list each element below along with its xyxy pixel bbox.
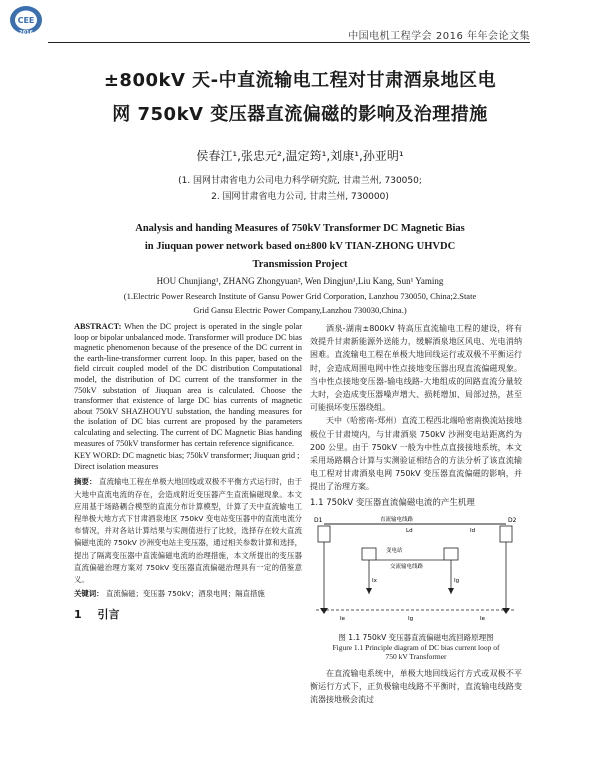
subsection-1-1-heading: 1.1 750kV 变压器直流偏磁电流的产生机理	[310, 497, 475, 508]
ground-symbol-left	[320, 608, 328, 614]
left-column	[74, 322, 302, 762]
affiliation-cn-1: (1. 国网甘肃省电力公司电力科学研究院, 甘肃兰州, 730050;	[178, 176, 422, 186]
keywords-cn-label: 关键词：	[74, 589, 104, 599]
title-cn-line1: ±800kV 天-中直流输电工程对甘肃酒泉地区电	[103, 70, 497, 91]
header-rule	[48, 42, 530, 43]
figure-caption-en-1: Figure 1.1 Principle diagram of DC bias current loop of	[332, 642, 500, 652]
label-dc-line: 直流输电线路	[380, 516, 414, 523]
ground-symbol-right	[502, 608, 510, 614]
label-ig1: Ig	[408, 615, 414, 622]
label-ig2: Ig	[454, 577, 460, 584]
intro-paragraph-2: 天中（哈密南-郑州）直流工程西北端哈密南换流站接地极位于甘肃境内，与甘肃酒泉 750kV 沙洲变电站距离约为 200 公里。由于 750kV 一般为中性点直接接地系统，本文采用场路耦合计算与实测验证相结合的方法分析了该直流输电工程对甘肃酒泉电网 750kV 变压器直流偏磁的影响，并提出了治理方案。	[310, 416, 522, 492]
transformer-1	[362, 548, 376, 560]
abstract-en	[74, 322, 302, 449]
keywords-en-text: DC magnetic bias; 750kV transformer; Jiuquan grid ; Direct isolation measures	[74, 451, 300, 471]
label-d2: D2	[508, 516, 517, 524]
title-en-line1: Analysis and handing Measures of 750kV Transformer DC Magnetic Bias	[135, 223, 465, 234]
logo-year: 2016	[19, 30, 33, 36]
section-1-title: 引言	[97, 608, 120, 622]
section-1-number: 1	[74, 608, 82, 622]
intro-paragraph-3: 在直流输电系统中，单极大地回线运行方式或双极不平衡运行方式下，正负极输电线路不平衡时，直流输电线路变流器接地极会流过	[310, 668, 522, 705]
affiliation-cn-2: 2. 国网甘肃省电力公司, 甘肃兰州, 730000)	[211, 192, 389, 202]
abstract-en-text: When the DC project is operated in the single polar loop or bipolar unbalanced mode. Transformer will produce DC bias magnetic phenomenon because of the presence of the DC current in the earth-line-transformer current loop. In this paper, based on the field circuit coupled model of the DC distribution Computational model, the distribution of DC current of the transformer in the 750kV substation of Jiuquan area is calculated. Choose the transformer that existence of large DC bias currents of magnetic about 750kV SHAZHOUYU substation, the handing measures for the isolation of DC bias current are proposed by the parameters calculating and selecting. The current of DC Magnetic Bias handing measures of 750kV transformer has certain reference significance.	[74, 322, 302, 448]
keywords-en-label: KEY WORD:	[74, 451, 121, 461]
figure-caption-cn: 图 1.1 750kV 变压器直流偏磁电流回路原理图	[338, 632, 494, 642]
right-column	[310, 322, 522, 762]
title-en-line3: Transmission Project	[252, 259, 348, 270]
intro-paragraph-1: 酒泉-湖南±800kV 特高压直流输电工程的建设，将有效提升甘肃新能源外送能力，缓解酒泉地区风电、光电消纳困难。直流输电工程在单极大地回线运行或双极不平衡运行时，会造成周围电网中性点接地变压器出现直流偏磁现象。当中性点接地变压器-输电线路-大地组成的回路直流分量较大时，会造成变压器噪声增大、损耗增加、局部过热，甚至可能损坏变压器绕组。	[310, 324, 522, 413]
label-ld: Ld	[406, 527, 413, 534]
section-1-heading	[74, 606, 302, 622]
title-en-line2: in Jiuquan power network based on±800 kV TIAN-ZHONG UHVDC	[144, 241, 456, 252]
dc-bias-circuit-diagram	[310, 512, 522, 624]
cee-logo	[8, 5, 44, 37]
label-d1: D1	[314, 516, 323, 524]
abstract-en-label: ABSTRACT:	[74, 322, 122, 331]
transformer-2	[444, 548, 458, 560]
affiliation-en-2: Grid Gansu Electric Power Company,Lanzhou 730030,China.)	[193, 305, 407, 315]
title-cn-line2: 网 750kV 变压器直流偏磁的影响及治理措施	[112, 104, 488, 125]
label-ie: Ie	[340, 615, 346, 622]
abstract-cn-text: 直流输电工程在单极大地回线或双极不平衡方式运行时，由于大地中直流电流的存在，会造成附近变压器产生直流偏磁现象。本文应用基于场路耦合模型的直流分布计算模型，计算了天中直流输电工程单极大地方式下甘肃酒泉地区 750kV 变电站变压器中的直流电流分布情况，并对各站计算结果与实测值进行了比较，选择存在较大直流偏磁电流的 750kV 沙洲变电站主变压器，通过相关参数计算和选择，提出了隔离变压器中直流偏磁电流的治理措施，本文所提出的变压器直流偏磁治理方案对 750kV 变压器直流偏磁治理具有一定的借鉴意义。	[74, 477, 302, 584]
affiliation-en-1: (1.Electric Power Research Institute of Gansu Power Grid Corporation, Lanzhou 730050, China;2.State	[123, 291, 477, 301]
converter-right	[500, 526, 512, 542]
keywords-en	[74, 451, 302, 472]
abstract-cn-label: 摘要：	[74, 477, 97, 487]
label-ix: Ix	[372, 577, 377, 584]
abstract-cn	[74, 476, 302, 586]
label-ie2: Ie	[480, 615, 486, 622]
figure-caption-en-2: 750 kV Transformer	[385, 651, 447, 661]
authors-en: HOU Chunjiang¹, ZHANG Zhongyuan², Wen Dingjun¹,Liu Kang, Sun¹ Yaming	[156, 276, 444, 286]
keywords-cn-text: 直流偏磁；变压器 750kV；酒泉电网；隔直措施	[105, 589, 265, 599]
logo-text: CEE	[17, 16, 35, 25]
t1-arrow	[366, 588, 372, 594]
authors-cn: 侯春江¹,张忠元²,温定筠¹,刘康¹,孙亚明¹	[196, 149, 404, 163]
label-transformer: 变电站	[386, 547, 403, 554]
keywords-cn	[74, 588, 302, 600]
label-ac-line: 交流输电线路	[390, 563, 424, 570]
running-header: 中国电机工程学会 2016 年年会论文集	[348, 31, 530, 42]
t2-arrow	[448, 588, 454, 594]
label-id: Id	[470, 527, 476, 534]
converter-left	[318, 526, 330, 542]
